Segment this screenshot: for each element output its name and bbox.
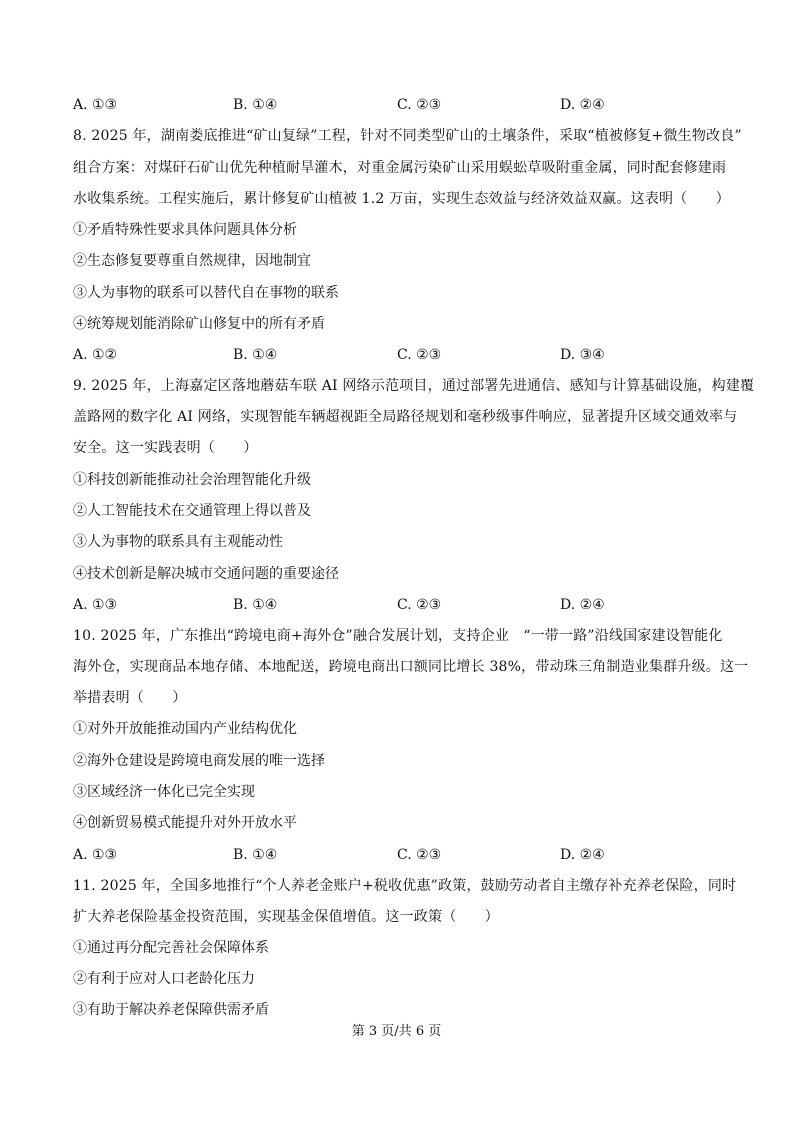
choice-a[interactable]: A. ①② bbox=[73, 347, 118, 363]
q10-option-2: ②海外仓建设是跨境电商发展的唯一选择 bbox=[73, 753, 325, 769]
q10-stem-line-1: 10. 2025 年，广东推出“跨境电商+海外仓”融合发展计划，支持企业 “一带一路”沿线国家建设智能化 bbox=[73, 628, 723, 644]
q10-option-3: ③区域经济一体化已完全实现 bbox=[73, 784, 255, 800]
q9-option-2: ②人工智能技术在交通管理上得以普及 bbox=[73, 503, 311, 519]
choice-b[interactable]: B. ①④ bbox=[233, 847, 278, 863]
q9-option-1: ①科技创新能推动社会治理智能化升级 bbox=[73, 472, 311, 488]
choice-c[interactable]: C. ②③ bbox=[397, 97, 442, 113]
q8-stem-line-1: 8. 2025 年，湖南娄底推进“矿山复绿”工程，针对不同类型矿山的土壤条件，采取“植被修复+微生物改良” bbox=[73, 128, 742, 144]
q9-option-4: ④技术创新是解决城市交通问题的重要途径 bbox=[73, 566, 339, 582]
choice-b[interactable]: B. ①④ bbox=[233, 597, 278, 613]
q10-stem-line-3: 举措表明（ ） bbox=[73, 690, 187, 706]
choice-d[interactable]: D. ②④ bbox=[560, 597, 605, 613]
q8-stem-line-3: 水收集系统。工程实施后，累计修复矿山植被 1.2 万亩，实现生态效益与经济效益双赢。这表明（ ） bbox=[73, 191, 730, 207]
q8-stem-line-2: 组合方案：对煤矸石矿山优先种植耐旱灌木，对重金属污染矿山采用蜈蚣草吸附重金属，同时配套修建雨 bbox=[73, 160, 727, 176]
q9-option-3: ③人为事物的联系具有主观能动性 bbox=[73, 534, 283, 550]
choice-b[interactable]: B. ①④ bbox=[233, 97, 278, 113]
choice-c[interactable]: C. ②③ bbox=[397, 847, 442, 863]
q11-option-2: ②有利于应对人口老龄化压力 bbox=[73, 971, 255, 987]
q8-choices bbox=[73, 345, 633, 365]
choice-d[interactable]: D. ③④ bbox=[560, 347, 605, 363]
choice-c[interactable]: C. ②③ bbox=[397, 597, 442, 613]
q11-option-1: ①通过再分配完善社会保障体系 bbox=[73, 940, 269, 956]
choice-c[interactable]: C. ②③ bbox=[397, 347, 442, 363]
choice-d[interactable]: D. ②④ bbox=[560, 847, 605, 863]
choice-b[interactable]: B. ①④ bbox=[233, 347, 278, 363]
choice-a[interactable]: A. ①③ bbox=[73, 97, 118, 113]
q11-stem-line-1: 11. 2025 年，全国多地推行“个人养老金账户+税收优惠”政策，鼓励劳动者自主缴存补充养老保险，同时 bbox=[73, 878, 737, 894]
q8-option-1: ①矛盾特殊性要求具体问题具体分析 bbox=[73, 222, 297, 238]
q10-stem-line-2: 海外仓，实现商品本地存储、本地配送，跨境电商出口额同比增长 38%，带动珠三角制造业集群升级。这一 bbox=[73, 659, 749, 675]
choice-a[interactable]: A. ①③ bbox=[73, 847, 118, 863]
q10-option-4: ④创新贸易模式能提升对外开放水平 bbox=[73, 815, 297, 831]
q9-stem-line-1: 9. 2025 年，上海嘉定区落地蘑菇车联 AI 网络示范项目，通过部署先进通信、感知与计算基础设施，构建覆 bbox=[73, 378, 755, 394]
q11-stem-line-2: 扩大养老保险基金投资范围，实现基金保值增值。这一政策（ ） bbox=[73, 909, 499, 925]
q8-option-2: ②生态修复要尊重自然规律，因地制宜 bbox=[73, 253, 311, 269]
choice-a[interactable]: A. ①③ bbox=[73, 597, 118, 613]
q10-choices bbox=[73, 845, 633, 865]
q8-option-3: ③人为事物的联系可以替代自在事物的联系 bbox=[73, 285, 339, 301]
q11-option-3: ③有助于解决养老保障供需矛盾 bbox=[73, 1002, 269, 1018]
q9-stem-line-2: 盖路网的数字化 AI 网络，实现智能车辆超视距全局路径规划和毫秒级事件响应，显著提升区域交通效率与 bbox=[73, 409, 738, 425]
q7-choices bbox=[73, 95, 633, 115]
choice-d[interactable]: D. ②④ bbox=[560, 97, 605, 113]
q10-option-1: ①对外开放能推动国内产业结构优化 bbox=[73, 721, 297, 737]
page-footer: 第 3 页/共 6 页 bbox=[351, 1024, 442, 1039]
q8-option-4: ④统筹规划能消除矿山修复中的所有矛盾 bbox=[73, 316, 325, 332]
q9-choices bbox=[73, 595, 633, 615]
q9-stem-line-3: 安全。这一实践表明（ ） bbox=[73, 440, 258, 456]
